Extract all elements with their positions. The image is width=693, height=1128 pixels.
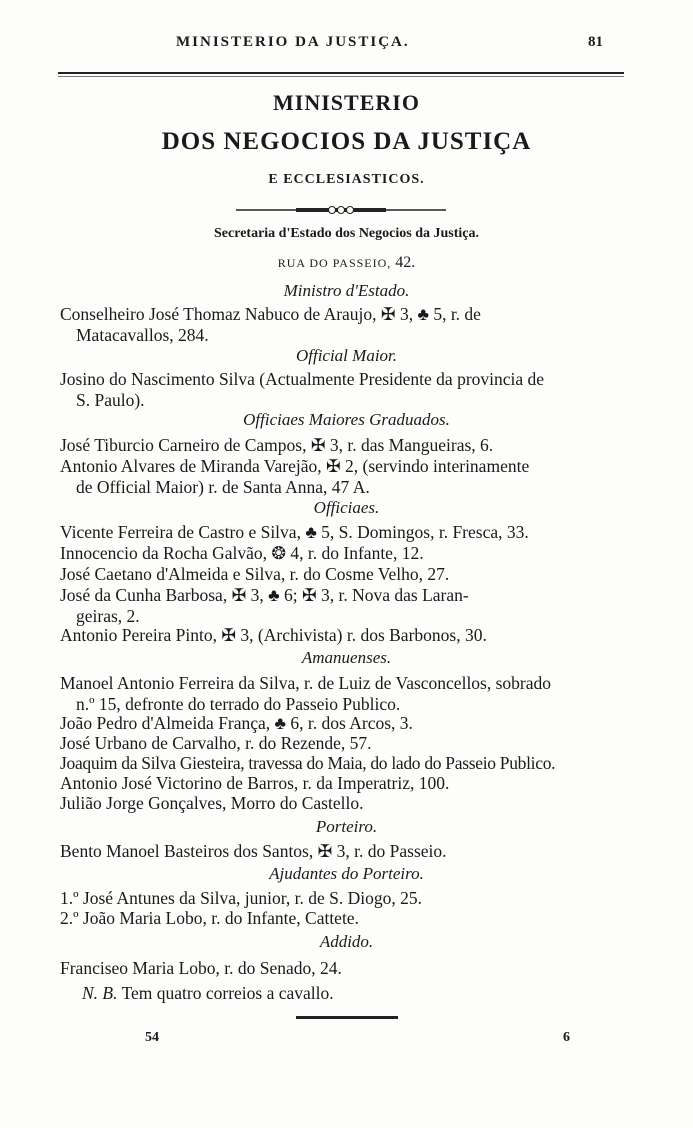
entry-official-2 (60, 543, 628, 564)
page-number: 81 (588, 34, 603, 50)
entry-line: S. Paulo). (76, 390, 145, 410)
entry-line: Vicente Ferreira de Castro e Silva, ♣ 5, S. Domingos, r. Fresca, 33. (60, 522, 529, 542)
entry-amanuense-3 (60, 733, 628, 754)
section-amanuenses: Amanuenses. (301, 648, 392, 667)
entry-graduado-2 (60, 456, 628, 498)
running-head (0, 34, 693, 58)
entry-graduado-1 (60, 435, 628, 456)
entry-line: José Caetano d'Almeida e Silva, r. do Cosme Velho, 27. (60, 564, 450, 584)
footer-rule (296, 1016, 398, 1019)
entry-line: Matacavallos, 284. (76, 325, 209, 345)
entry-porteiro (60, 841, 628, 862)
header-rule (58, 72, 624, 74)
section-porteiro: Porteiro. (315, 817, 378, 836)
entry-official-5 (60, 625, 628, 646)
section-officiaes-maiores: Officiaes Maiores Graduados. (243, 410, 450, 429)
section-officiaes: Officiaes. (313, 498, 380, 517)
section-addido: Addido. (319, 932, 374, 951)
entry-line: José da Cunha Barbosa, ✠ 3, ♣ 6; ✠ 3, r. Nova das Laran- (60, 585, 469, 605)
section-ajudantes: Ajudantes do Porteiro. (269, 864, 424, 883)
entry-amanuense-4 (60, 753, 628, 774)
nota-bene-text: Tem quatro correios a cavallo. (121, 983, 334, 1003)
entry-line: José Tiburcio Carneiro de Campos, ✠ 3, r. das Mangueiras, 6. (60, 435, 494, 455)
entry-line: José Urbano de Carvalho, r. do Rezende, 57. (60, 733, 372, 753)
entry-official-1 (60, 522, 628, 543)
signature-mark-left: 54 (145, 1030, 159, 1045)
ornament-divider (236, 206, 446, 214)
entry-line: Josino do Nascimento Silva (Actualmente Presidente da provincia de (60, 369, 545, 389)
address-number: 42. (395, 254, 416, 271)
section-ministro: Ministro d'Estado. (283, 281, 410, 300)
entry-amanuense-1 (60, 673, 628, 715)
entry-official-3 (60, 564, 628, 585)
entry-line: Antonio Alvares de Miranda Varejão, ✠ 2, (servindo interinamente (60, 456, 530, 476)
entry-line: Innocencio da Rocha Galvão, ❂ 4, r. do Infante, 12. (60, 543, 424, 563)
entry-line: 2.º João Maria Lobo, r. do Infante, Cattete. (60, 908, 359, 928)
entry-line: Julião Jorge Gonçalves, Morro do Castello. (60, 793, 364, 813)
entry-amanuense-2 (60, 713, 628, 734)
heading-ministerio: MINISTERIO (273, 90, 420, 115)
heading-negocios: DOS NEGOCIOS DA JUSTIÇA (161, 128, 532, 155)
entry-nota-bene (82, 983, 622, 1004)
secretaria-address (0, 254, 693, 272)
header-rule-thin (58, 76, 624, 77)
entry-line: geiras, 2. (76, 606, 140, 626)
entry-line: 1.º José Antunes da Silva, junior, r. de S. Diogo, 25. (60, 888, 423, 908)
heading-ecclesiasticos: E ECCLESIASTICOS. (268, 172, 425, 187)
entry-addido (60, 958, 628, 979)
signature-mark-right: 6 (563, 1030, 570, 1045)
entry-line: Manoel Antonio Ferreira da Silva, r. de Luiz de Vasconcellos, sobrado (60, 673, 552, 693)
entry-amanuense-5 (60, 773, 628, 794)
section-official-maior: Official Maior. (295, 346, 398, 365)
entry-line: de Official Maior) r. de Santa Anna, 47 A. (76, 477, 370, 497)
entry-line: Franciseo Maria Lobo, r. do Senado, 24. (60, 958, 342, 978)
entry-line: Bento Manoel Basteiros dos Santos, ✠ 3, r. do Passeio. (60, 841, 447, 861)
entry-line: Antonio Pereira Pinto, ✠ 3, (Archivista) r. dos Barbonos, 30. (60, 625, 487, 645)
entry-line: Joaquim da Silva Giesteira, travessa do Maia, do lado do Passeio Publico. (60, 753, 556, 773)
address-street: RUA DO PASSEIO, (277, 256, 392, 270)
entry-ajudante-2 (60, 908, 628, 929)
entry-line: João Pedro d'Almeida França, ♣ 6, r. dos Arcos, 3. (60, 713, 413, 733)
entry-official-maior (60, 369, 628, 411)
entry-line: Antonio José Victorino de Barros, r. da Imperatriz, 100. (60, 773, 450, 793)
entry-official-4 (60, 585, 628, 627)
entry-ministro (60, 304, 628, 346)
entry-line: Conselheiro José Thomaz Nabuco de Araujo, ✠ 3, ♣ 5, r. de (60, 304, 481, 324)
secretaria-title: Secretaria d'Estado dos Negocios da Justiça. (214, 226, 479, 241)
nota-bene-label: N. B. (82, 983, 118, 1003)
entry-amanuense-6 (60, 793, 628, 814)
entry-ajudante-1 (60, 888, 628, 909)
running-title: MINISTERIO DA JUSTIÇA. (176, 34, 410, 50)
entry-line: n.º 15, defronte do terrado do Passeio Publico. (76, 694, 401, 714)
nota-bene-line (82, 983, 622, 1004)
